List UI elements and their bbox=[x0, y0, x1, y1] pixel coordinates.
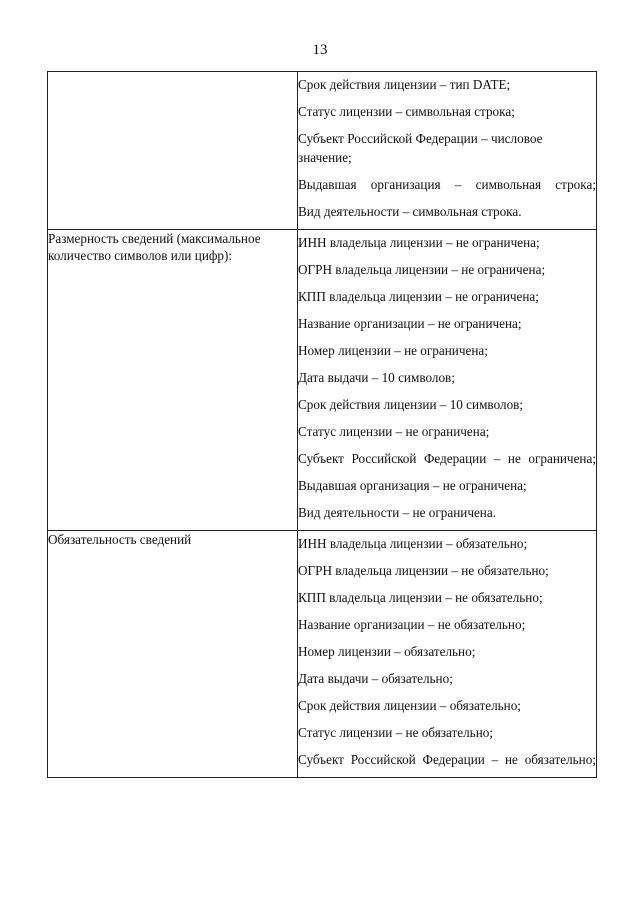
list-item: Номер лицензии – обязательно; bbox=[298, 644, 476, 659]
table-row bbox=[48, 230, 597, 531]
list-item: Вид деятельности – символьная строка. bbox=[298, 204, 522, 219]
list-item: Выдавшая организация – символьная строка; bbox=[298, 177, 596, 192]
list-item: Номер лицензии – не ограничена; bbox=[298, 343, 488, 358]
table-row bbox=[48, 531, 597, 778]
list-item: ОГРН владельца лицензии – не обязательно; bbox=[298, 563, 549, 578]
row-label: Размерность сведений (максимальное количество символов или цифр): bbox=[48, 230, 298, 531]
row-label bbox=[48, 72, 298, 230]
row-entries bbox=[298, 531, 597, 778]
list-item: ОГРН владельца лицензии – не ограничена; bbox=[298, 262, 546, 277]
list-item: Дата выдачи – обязательно; bbox=[298, 671, 453, 686]
list-item: Срок действия лицензии – 10 символов; bbox=[298, 397, 524, 412]
row-entries bbox=[298, 72, 597, 230]
page-number: 13 bbox=[312, 42, 328, 58]
list-item: Статус лицензии – символьная строка; bbox=[298, 104, 515, 119]
list-item: Выдавшая организация – не ограничена; bbox=[298, 478, 527, 493]
row-entries bbox=[298, 230, 597, 531]
list-item: Субъект Российской Федерации – числовое значение; bbox=[298, 131, 543, 165]
list-item: Статус лицензии – не ограничена; bbox=[298, 424, 490, 439]
list-item: Вид деятельности – не ограничена. bbox=[298, 505, 497, 520]
list-item: Статус лицензии – не обязательно; bbox=[298, 725, 494, 740]
list-item: Субъект Российской Федерации – не обязательно; bbox=[298, 752, 596, 767]
attributes-table bbox=[47, 71, 597, 778]
list-item: КПП владельца лицензии – не обязательно; bbox=[298, 590, 543, 605]
table-row bbox=[48, 72, 597, 230]
list-item: Название организации – не ограничена; bbox=[298, 316, 522, 331]
row-label: Обязательность сведений bbox=[48, 531, 298, 778]
list-item: Срок действия лицензии – обязательно; bbox=[298, 698, 521, 713]
list-item: Название организации – не обязательно; bbox=[298, 617, 526, 632]
list-item: ИНН владельца лицензии – обязательно; bbox=[298, 536, 528, 551]
list-item: КПП владельца лицензии – не ограничена; bbox=[298, 289, 539, 304]
list-item: Срок действия лицензии – тип DATE; bbox=[298, 77, 511, 92]
list-item: Дата выдачи – 10 символов; bbox=[298, 370, 455, 385]
list-item: ИНН владельца лицензии – не ограничена; bbox=[298, 235, 540, 250]
list-item: Субъект Российской Федерации – не ограничена; bbox=[298, 451, 596, 466]
